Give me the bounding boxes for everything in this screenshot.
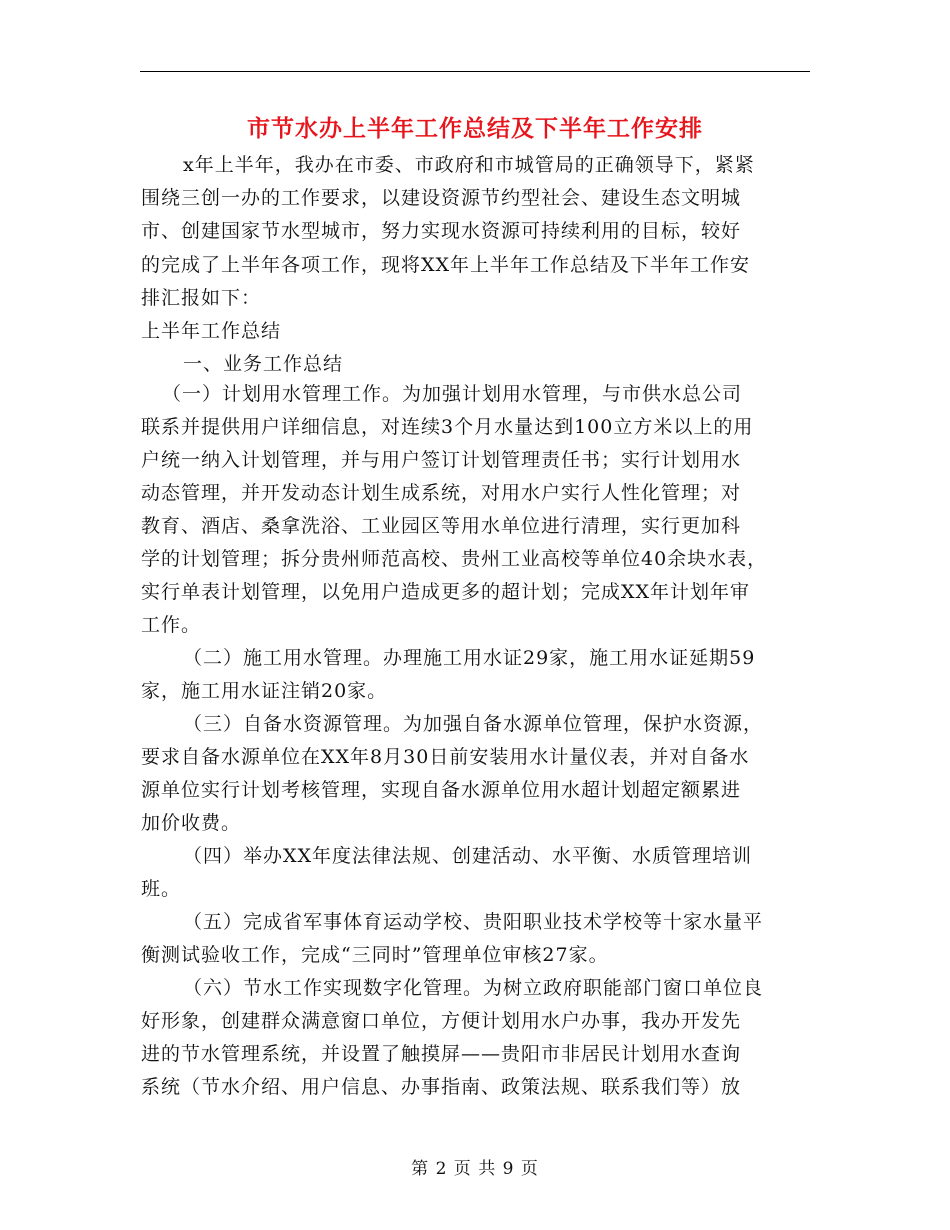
body-line: 工作。 xyxy=(141,614,202,636)
body-line: 学的计划管理；拆分贵州师范高校、贵州工业高校等单位40余块水表， xyxy=(141,548,768,570)
body-line: 户统一纳入计划管理，并与用户签订计划管理责任书；实行计划用水 xyxy=(141,449,742,471)
body-line: （五）完成省军事体育运动学校、贵阳职业技术学校等十家水量平 xyxy=(183,911,764,933)
body-line: 要求自备水源单位在XX年8月30日前安装用水计量仪表，并对自备水 xyxy=(141,746,750,768)
body-line: 教育、酒店、桑拿洗浴、工业园区等用水单位进行清理，实行更加科 xyxy=(141,515,742,537)
body-line: 加价收费。 xyxy=(141,812,242,834)
header-rule xyxy=(140,71,810,72)
body-line: （四）举办XX年度法律法规、创建活动、水平衡、水质管理培训 xyxy=(183,845,753,867)
body-line: 班。 xyxy=(141,878,182,900)
body-line: 好形象，创建群众满意窗口单位，方便计划用水户办事，我办开发先 xyxy=(141,1010,742,1032)
body-line: x年上半年，我办在市委、市政府和市城管局的正确领导下，紧紧 xyxy=(183,154,755,176)
section-heading: 上半年工作总结 xyxy=(141,320,282,342)
body-line: 进的节水管理系统，并设置了触摸屏——贵阳市非居民计划用水查询 xyxy=(141,1043,742,1065)
body-line: 围绕三创一办的工作要求，以建设资源节约型社会、建设生态文明城 xyxy=(141,187,742,209)
document-title: 市节水办上半年工作总结及下半年工作安排 xyxy=(247,115,703,142)
body-line: 源单位实行计划考核管理，实现自备水源单位用水超计划超定额累进 xyxy=(141,779,742,801)
body-line: 实行单表计划管理，以免用户造成更多的超计划；完成XX年计划年审 xyxy=(141,581,751,603)
body-line: （二）施工用水管理。办理施工用水证29家，施工用水证延期59 xyxy=(183,647,756,669)
body-line: 家，施工用水证注销20家。 xyxy=(141,680,388,702)
body-line: 系统（节水介绍、用户信息、办事指南、政策法规、联系我们等）放 xyxy=(141,1076,742,1098)
body-line: 衡测试验收工作，完成“三同时”管理单位审核27家。 xyxy=(141,944,609,966)
body-line: （三）自备水资源管理。为加强自备水源单位管理，保护水资源， xyxy=(183,713,764,735)
body-line: （六）节水工作实现数字化管理。为树立政府职能部门窗口单位良 xyxy=(183,977,764,999)
subsection-heading: 一、业务工作总结 xyxy=(183,353,344,375)
body-line: 联系并提供用户详细信息，对连续3个月水量达到100立方米以上的用 xyxy=(141,416,754,438)
body-line: 市、创建国家节水型城市，努力实现水资源可持续利用的目标，较好 xyxy=(141,220,742,242)
body-line: 排汇报如下： xyxy=(141,287,262,309)
page-number: 第 2 页 共 9 页 xyxy=(411,1159,539,1179)
body-line: 动态管理，并开发动态计划生成系统，对用水户实行人性化管理；对 xyxy=(141,482,742,504)
body-line: （一）计划用水管理工作。为加强计划用水管理，与市供水总公司 xyxy=(162,383,743,405)
body-line: 的完成了上半年各项工作，现将XX年上半年工作总结及下半年工作安 xyxy=(141,254,751,276)
